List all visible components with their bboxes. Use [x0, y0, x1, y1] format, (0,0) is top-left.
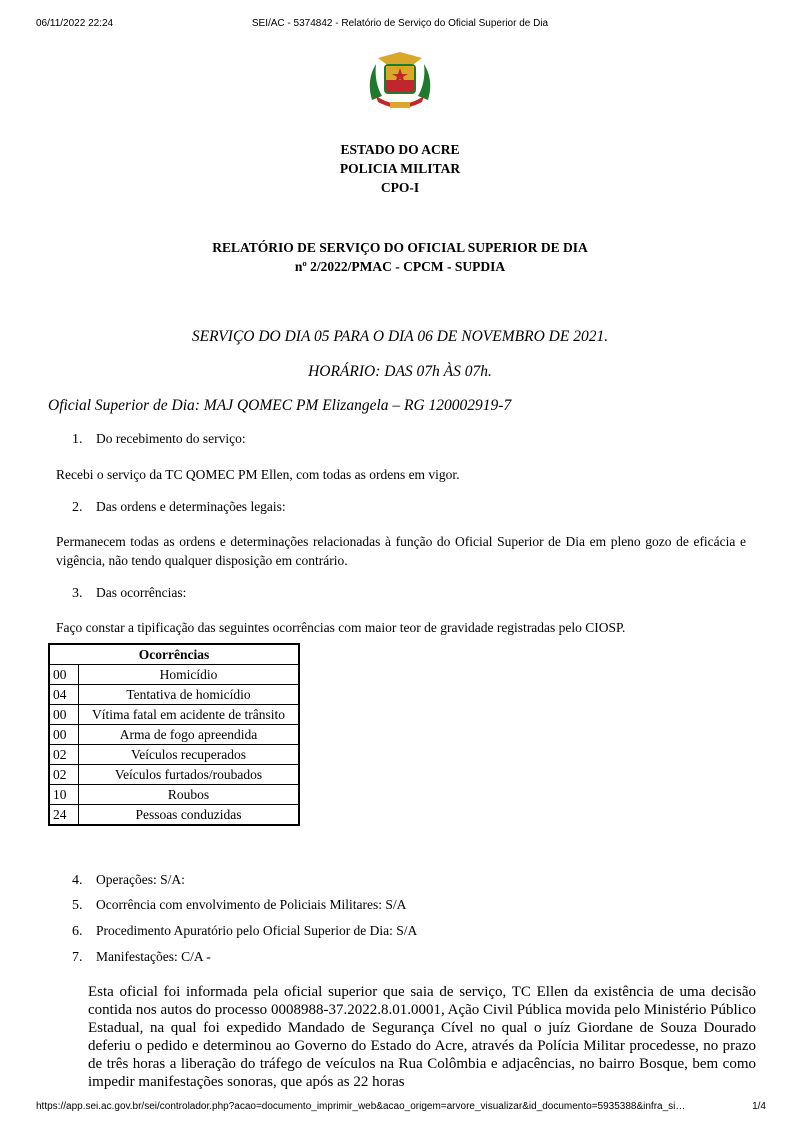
section-title: Manifestações: C/A -: [96, 949, 211, 964]
occurrence-type: Veículos recuperados: [79, 745, 300, 765]
section-heading: [72, 923, 417, 940]
occurrence-count: 10: [49, 785, 79, 805]
officer-on-duty: Oficial Superior de Dia: MAJ QOMEC PM Elizangela – RG 120002919-7: [48, 397, 512, 414]
unit-name: CPO-I: [380, 180, 420, 195]
table-header: Ocorrências: [49, 644, 299, 665]
service-day: SERVIÇO DO DIA 05 PARA O DIA 06 DE NOVEMBRO DE 2021.: [191, 328, 609, 345]
section-text: Recebi o serviço da TC QOMEC PM Ellen, com todas as ordens em vigor.: [56, 467, 460, 482]
section-text: Faço constar a tipificação das seguintes ocorrências com maior teor de gravidade registradas pelo CIOSP.: [56, 620, 626, 635]
occurrence-type: Roubos: [79, 785, 300, 805]
table-row: [49, 785, 299, 805]
section-heading: [72, 872, 185, 889]
section-heading: [72, 949, 211, 966]
print-datetime: 06/11/2022 22:24: [36, 18, 114, 29]
section-heading: [72, 431, 246, 448]
police-name: POLICIA MILITAR: [339, 161, 461, 176]
section-title: Das ordens e determinações legais:: [96, 499, 286, 514]
section-title: Ocorrência com envolvimento de Policiais Militares: S/A: [96, 897, 407, 912]
section-number: 7.: [72, 950, 83, 965]
occurrence-count: 00: [49, 705, 79, 725]
report-number: nº 2/2022/PMAC - CPCM - SUPDIA: [294, 259, 506, 274]
section-number: 6.: [72, 924, 83, 939]
section-title: Procedimento Apuratório pelo Oficial Superior de Dia: S/A: [96, 923, 418, 938]
service-hours: HORÁRIO: DAS 07h ÀS 07h.: [308, 363, 492, 380]
table-row: [49, 705, 299, 725]
occurrence-count: 04: [49, 685, 79, 705]
report-title-line: RELATÓRIO DE SERVIÇO DO OFICIAL SUPERIOR DE DIA: [212, 240, 588, 255]
section-text: Permanecem todas as ordens e determinações relacionadas à função do Oficial Superior de Dia em pleno gozo de eficácia e vigência, não tendo qualquer disposição em contrário.: [56, 534, 746, 568]
table-row: [49, 745, 299, 765]
occurrence-type: Arma de fogo apreendida: [79, 725, 300, 745]
report-title: [0, 238, 800, 276]
occurrence-type: Veículos furtados/roubados: [79, 765, 300, 785]
occurrence-count: 02: [49, 745, 79, 765]
occurrence-type: Homicídio: [79, 665, 300, 685]
occurrences-table: [48, 643, 300, 826]
section-title: Das ocorrências:: [96, 585, 187, 600]
occurrence-count: 24: [49, 805, 79, 826]
manifestation-text: Esta oficial foi informada pela oficial superior que saia de serviço, TC Ellen da existência de uma decisão contida nos autos do processo 0008988-37.2022.8.01.0001, Ação Civil Pública movida pelo Ministério Público Estadual, na qual foi expedido Mandado de Segurança Cível no qual o juíz Giordane de Souza Dourado deferiu o pedido e determinou ao Governo do Estado do Acre, através da Polícia Militar procedesse, no prazo de três horas a liberação do tráfego de veículos na Rua Colômbia e adjacências, no bairro Bosque, bem como impedir manifestações sonoras, que após as 22 horas: [88, 984, 756, 1090]
institution-header: [0, 140, 800, 197]
occurrence-type: Tentativa de homicídio: [79, 685, 300, 705]
table-row: [49, 725, 299, 745]
occurrence-count: 00: [49, 665, 79, 685]
section-number: 3.: [72, 586, 83, 601]
table-row: [49, 685, 299, 705]
occurrence-count: 00: [49, 725, 79, 745]
table-header-row: [49, 644, 299, 665]
print-url: https://app.sei.ac.gov.br/sei/controlador.php?acao=documento_imprimir_web&acao_origem=arvore_visualizar&id_documento=5935388&infra_si…: [36, 1101, 686, 1112]
section-heading: [72, 585, 186, 602]
print-doc-title: SEI/AC - 5374842 - Relatório de Serviço do Oficial Superior de Dia: [251, 18, 549, 29]
section-title: Operações: S/A:: [96, 872, 185, 887]
occurrence-count: 02: [49, 765, 79, 785]
acre-coat-of-arms-icon: [364, 50, 436, 114]
section-number: 4.: [72, 873, 83, 888]
section-heading: [72, 897, 406, 914]
occurrence-type: Pessoas conduzidas: [79, 805, 300, 826]
section-number: 1.: [72, 432, 83, 447]
table-row: [49, 765, 299, 785]
occurrence-type: Vítima fatal em acidente de trânsito: [79, 705, 300, 725]
section-heading: [72, 499, 286, 516]
table-row: [49, 805, 299, 826]
section-number: 2.: [72, 500, 83, 515]
section-number: 5.: [72, 898, 83, 913]
table-row: [49, 665, 299, 685]
section-title: Do recebimento do serviço:: [96, 431, 246, 446]
page-number: 1/4: [752, 1101, 766, 1112]
state-name: ESTADO DO ACRE: [340, 142, 460, 157]
